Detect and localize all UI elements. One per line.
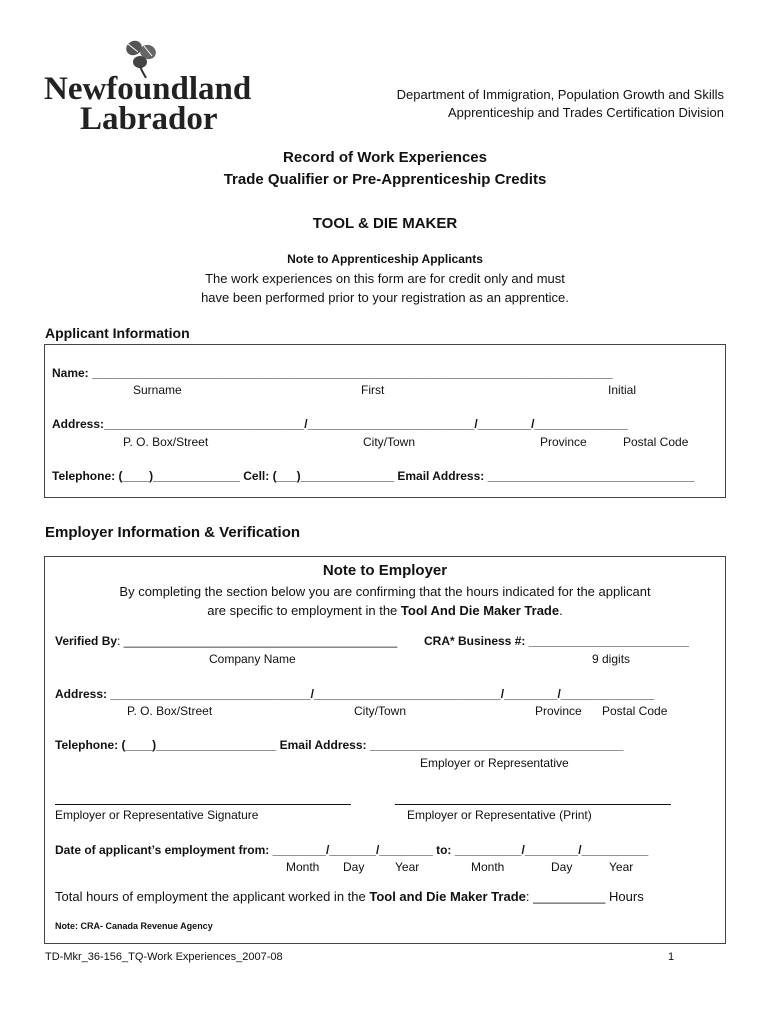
employer-section-title: Employer Information & Verification — [45, 524, 301, 541]
employer-postal-label: Postal Code — [602, 704, 668, 718]
first-name-label: First — [361, 383, 385, 397]
employer-note-trade: Tool And Die Maker Trade — [400, 603, 560, 618]
verified-by-label: Verified By — [55, 634, 118, 648]
from-month-label: Month — [286, 860, 320, 874]
to-year-label: Year — [609, 860, 634, 874]
applicant-section-title: Applicant Information — [45, 325, 190, 341]
city-town-label: City/Town — [363, 435, 416, 449]
company-name-label: Company Name — [209, 652, 296, 666]
box-street-label: P. O. Box/Street — [123, 435, 209, 449]
employer-note-end: . — [559, 603, 563, 618]
signature-label: Employer or Representative Signature — [55, 808, 259, 822]
page-number: 1 — [668, 951, 675, 963]
applicant-address-field[interactable]: Address:______________________________/_________________________/________/______________ — [52, 417, 628, 431]
department-header — [397, 86, 724, 122]
postal-code-label: Postal Code — [623, 435, 689, 449]
applicant-note-line-2: have been performed prior to your registration as an apprentice. — [201, 290, 569, 305]
employer-box-street-label: P. O. Box/Street — [127, 704, 213, 718]
employer-or-rep-label: Employer or Representative — [420, 756, 569, 770]
form-title-1: Record of Work Experiences — [283, 149, 487, 166]
form-code: TD-Mkr_36-156_TQ-Work Experiences_2007-08 — [45, 951, 283, 963]
employer-province-label: Province — [535, 704, 582, 718]
signature-line[interactable] — [55, 804, 351, 805]
total-hours-line: : __________ Hours — [525, 889, 644, 904]
employer-note-line-2 — [45, 603, 725, 618]
from-day-label: Day — [343, 860, 365, 874]
applicant-note-line-1: The work experiences on this form are for credit only and must — [205, 271, 565, 286]
division-name: Apprenticeship and Trades Certification Division — [447, 105, 724, 120]
verified-by-field[interactable] — [55, 634, 397, 648]
cra-note: Note: CRA- Canada Revenue Agency — [55, 921, 213, 931]
employer-city-label: City/Town — [354, 704, 407, 718]
trade-title: TOOL & DIE MAKER — [312, 215, 458, 232]
province-label: Province — [540, 435, 587, 449]
logo-line-1: Newfoundland — [44, 71, 252, 107]
surname-label: Surname — [133, 383, 182, 397]
applicant-name-field[interactable]: Name: ______________________________________________________________________________ — [52, 366, 613, 380]
print-name-line[interactable] — [395, 804, 671, 805]
employment-dates-field[interactable]: Date of applicant’s employment from: ________/_______/________ to: __________/________/__________ — [55, 843, 649, 857]
employer-note-heading: Note to Employer — [322, 562, 448, 579]
department-name: Department of Immigration, Population Growth and Skills — [396, 87, 724, 102]
form-title-2: Trade Qualifier or Pre-Apprenticeship Credits — [223, 171, 547, 188]
cra-business-number-field[interactable]: CRA* Business #: ________________________ — [424, 634, 689, 648]
print-name-label: Employer or Representative (Print) — [407, 808, 592, 822]
total-hours-trade: Tool and Die Maker Trade — [369, 889, 526, 904]
from-year-label: Year — [395, 860, 420, 874]
applicant-note-heading: Note to Apprenticeship Applicants — [287, 252, 483, 266]
employer-note-text: are specific to employment in the — [207, 603, 401, 618]
employer-info-box — [44, 556, 726, 944]
newfoundland-labrador-logo — [44, 38, 252, 138]
to-day-label: Day — [551, 860, 573, 874]
nine-digits-label: 9 digits — [592, 652, 631, 666]
applicant-contact-fields[interactable]: Telephone: (____)_____________ Cell: (___)______________ Email Address: _______________________________ — [52, 469, 695, 483]
employer-note-line-1: By completing the section below you are confirming that the hours indicated for the applicant — [119, 584, 651, 599]
initial-label: Initial — [608, 383, 637, 397]
logo-line-2: Labrador — [80, 101, 218, 137]
verified-by-line: : _________________________________________ — [117, 634, 398, 648]
employer-telephone-email-field[interactable]: Telephone: (____)__________________ Email Address: ______________________________________ — [55, 738, 624, 752]
total-hours-field[interactable] — [55, 889, 644, 904]
employer-address-field[interactable]: Address: ______________________________/____________________________/________/______________ — [55, 687, 655, 701]
to-month-label: Month — [471, 860, 505, 874]
total-hours-text: Total hours of employment the applicant worked in the — [55, 889, 370, 904]
applicant-info-box — [44, 344, 726, 498]
